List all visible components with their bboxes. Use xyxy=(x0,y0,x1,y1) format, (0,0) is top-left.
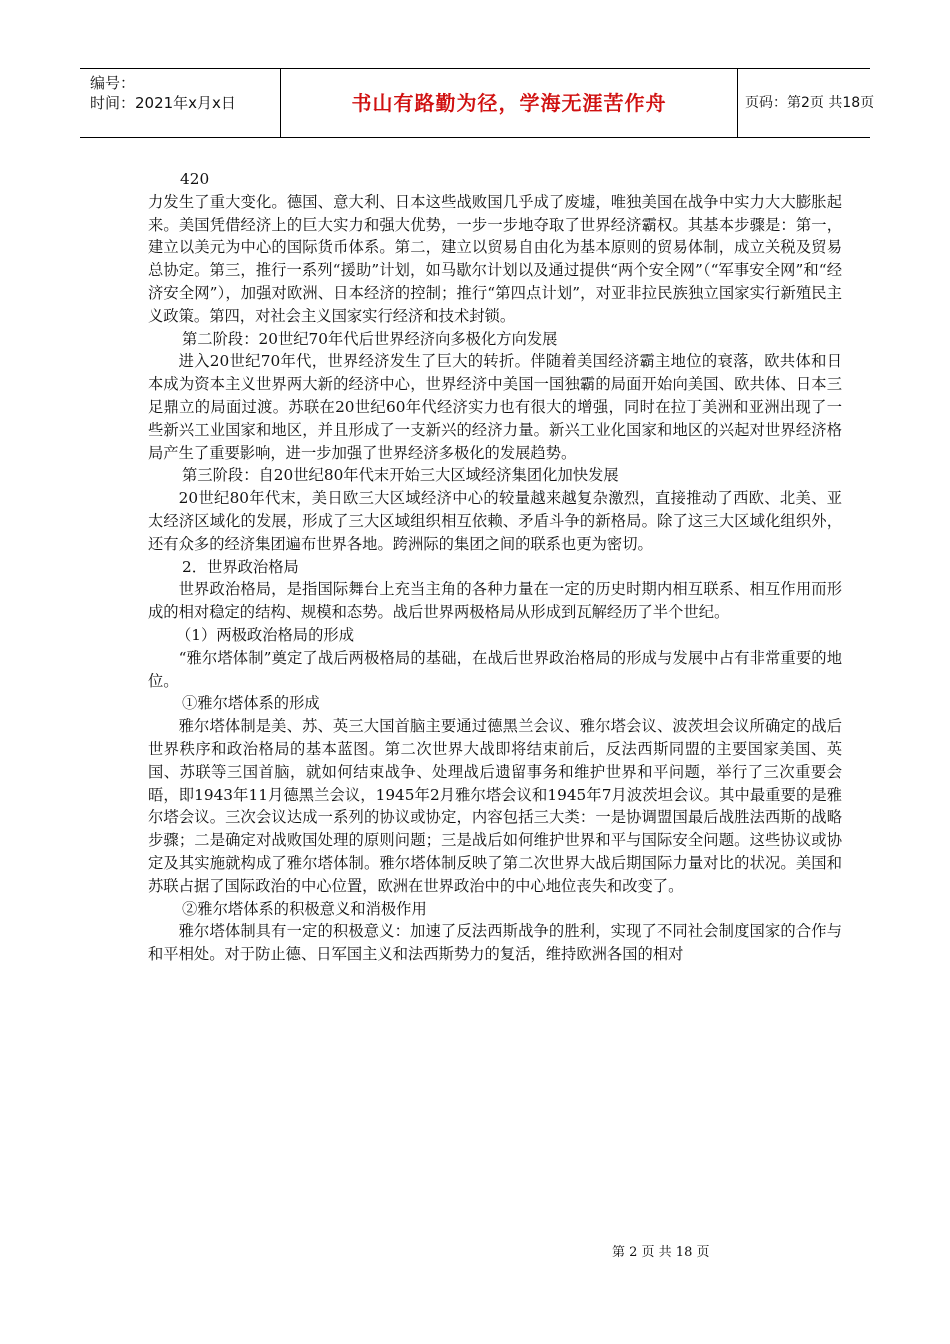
footer-page-number: 第 2 页 共 18 页 xyxy=(612,1245,710,1260)
subsection-heading: ①雅尔塔体系的形成 xyxy=(182,694,320,713)
section-heading: 第二阶段：20世纪70年代后世界经济向多极化方向发展 xyxy=(182,329,558,348)
section-heading: 第三阶段：自20世纪80年代末开始三大区域经济集团化加快发展 xyxy=(182,466,619,485)
document-date-label: 时间：2021年x月x日 xyxy=(90,94,236,112)
document-number-label: 编号： xyxy=(90,74,136,92)
body-paragraph: 进入20世纪70年代，世界经济发生了巨大的转折。伴随着美国经济霸主地位的衰落，欧共体和日本成为资本主义世界两大新的经济中心，世界经济中美国一国独霸的局面开始向美国、欧共体、日本三足鼎立的局面过渡。苏联在20世纪60年代经济实力也有很大的增强，同时在拉丁美洲和亚洲出现了一些新兴工业国家和地区，并且形成了一支新兴的经济力量。新兴工业化国家和地区的兴起对世界经济格局产生了重要影响，进一步加强了世界经济多极化的发展趋势。 xyxy=(148,352,842,462)
header-page-cell xyxy=(737,69,875,137)
header-motto-cell xyxy=(280,69,738,137)
section-heading: 2．世界政治格局 xyxy=(182,557,299,576)
body-paragraph: 雅尔塔体制具有一定的积极意义：加速了反法西斯战争的胜利，实现了不同社会制度国家的合作与和平相处。对于防止德、日军国主义和法西斯势力的复活，维持欧洲各国的相对 xyxy=(148,922,842,964)
document-body xyxy=(148,168,842,966)
body-paragraph: 世界政治格局，是指国际舞台上充当主角的各种力量在一定的历史时期内相互联系、相互作用而形成的相对稳定的结构、规模和态势。战后世界两极格局从形成到瓦解经历了半个世纪。 xyxy=(148,580,842,622)
page-ref-number: 420 xyxy=(180,170,210,188)
subsection-heading: （1）两极政治格局的形成 xyxy=(176,625,354,644)
page-header xyxy=(80,68,875,138)
body-paragraph: 力发生了重大变化。德国、意大利、日本这些战败国几乎成了废墟，唯独美国在战争中实力大大膨胀起来。美国凭借经济上的巨大实力和强大优势，一步一步地夺取了世界经济霸权。其基本步骤是：第一，建立以美元为中心的国际货币体系。第二，建立以贸易自由化为基本原则的贸易体制，成立关税及贸易总协定。第三，推行一系列“援助”计划，如马歇尔计划以及通过提供“两个安全网”（“军事安全网”和“经济安全网”），加强对欧洲、日本经济的控制；推行“第四点计划”，对亚非拉民族独立国家实行新殖民主义政策。第四，对社会主义国家实行经济和技术封锁。 xyxy=(148,192,842,325)
header-page-info: 页码：第2页 共18页 xyxy=(745,95,875,111)
body-paragraph: 雅尔塔体制是美、苏、英三大国首脑主要通过德黑兰会议、雅尔塔会议、波茨坦会议所确定的战后世界秩序和政治格局的基本蓝图。第二次世界大战即将结束前后，反法西斯同盟的主要国家美国、英国、苏联等三国首脑，就如何结束战争、处理战后遗留事务和维护世界和平问题，举行了三次重要会晤，即1943年11月德黑兰会议，1945年2月雅尔塔会议和1945年7月波茨坦会议。其中最重要的是雅尔塔会议。三次会议达成一系列的协议或协定，内容包括三大类：一是协调盟国最后战胜法西斯的战略步骤；二是确定对战败国处理的原则问题；三是战后如何维护世界和平与国际安全问题。这些协议或协定及其实施就构成了雅尔塔体制。雅尔塔体制反映了第二次世界大战后期国际力量对比的状况。美国和苏联占据了国际政治的中心位置，欧洲在世界政治中的中心地位丧失和改变了。 xyxy=(148,717,842,895)
subsection-heading: ②雅尔塔体系的积极意义和消极作用 xyxy=(182,899,427,918)
body-paragraph: 20世纪80年代末，美日欧三大区域经济中心的较量越来越复杂激烈，直接推动了西欧、北美、亚太经济区域化的发展，形成了三大区域组织相互依赖、矛盾斗争的新格局。除了这三大区域化组织外，还有众多的经济集团遍布世界各地。跨洲际的集团之间的联系也更为密切。 xyxy=(148,489,842,553)
header-motto: 书山有路勤为径，学海无涯苦作舟 xyxy=(351,91,667,115)
header-meta xyxy=(80,69,280,137)
body-paragraph: “雅尔塔体制”奠定了战后两极格局的基础，在战后世界政治格局的形成与发展中占有非常重要的地位。 xyxy=(148,648,842,690)
